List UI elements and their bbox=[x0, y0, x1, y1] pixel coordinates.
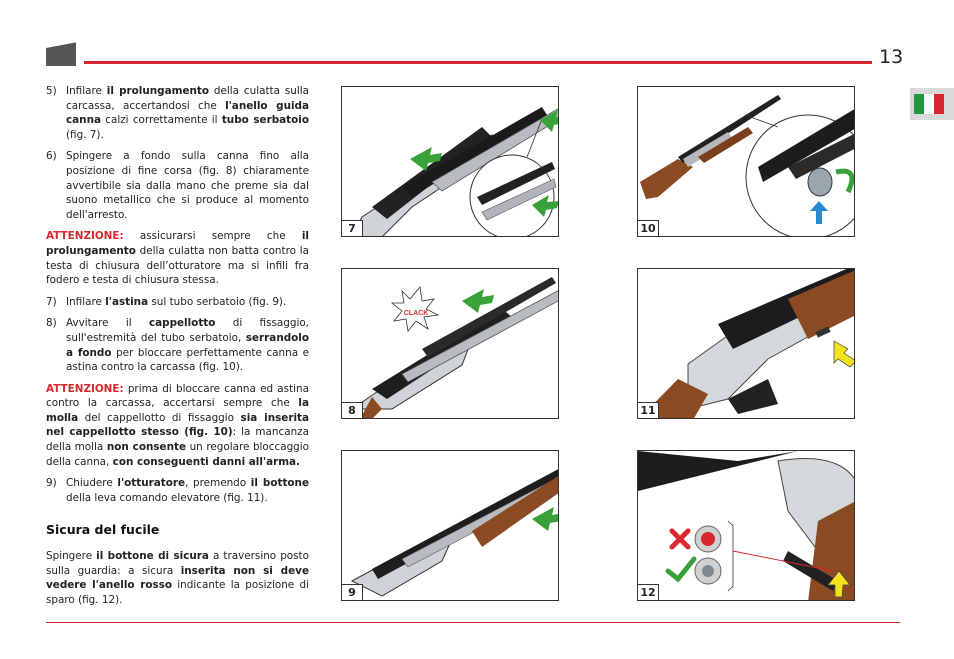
flag-red bbox=[934, 94, 944, 114]
clack-label: CLACK bbox=[403, 310, 429, 317]
bold-text: l'astina bbox=[105, 295, 149, 308]
text-run: a traversino posto sulla guardia: a sicura bbox=[46, 550, 309, 577]
figure-10 bbox=[637, 86, 855, 237]
text-run: per bloccare perfettamente canna e astina contro la carcassa (fig. 10). bbox=[66, 346, 309, 374]
header-rule bbox=[84, 61, 872, 64]
step-item bbox=[46, 84, 309, 142]
text-run: un regolare bloccaggio della canna, bbox=[46, 441, 310, 468]
page-number: 13 bbox=[879, 46, 904, 68]
step-number: 8) bbox=[46, 317, 57, 330]
italian-flag-icon bbox=[914, 94, 944, 114]
bold-text: la molla bbox=[46, 397, 309, 424]
bold-text: il prolungamento bbox=[46, 230, 309, 257]
step-item bbox=[46, 149, 309, 222]
warning-2 bbox=[46, 382, 309, 470]
bold-text: cappellotto bbox=[148, 317, 216, 330]
step-list-3 bbox=[46, 476, 309, 505]
bold-text: l'otturatore bbox=[117, 477, 186, 490]
text-run: prima di bloccare canna ed astina contro la carcassa, accertarsi sempre che bbox=[46, 382, 309, 410]
text-run: della culatta non batta contro la testa di chiusura dell’otturatore ma si infili fra fodero e testa di chiusura stessa. bbox=[46, 244, 309, 287]
header-tab-mark bbox=[46, 40, 76, 66]
step-body bbox=[66, 149, 309, 222]
warning-label: ATTENZIONE: bbox=[46, 382, 124, 395]
text-run: Infilare bbox=[66, 85, 107, 97]
bold-text: il bottone di sicura bbox=[96, 550, 209, 563]
figure-label: 9 bbox=[342, 584, 363, 600]
step-body bbox=[66, 476, 309, 505]
text-run: Avvitare il bbox=[66, 317, 149, 330]
instructions-column bbox=[46, 84, 309, 614]
step-number: 6) bbox=[46, 150, 57, 163]
step-item bbox=[46, 476, 309, 505]
figure-label: 12 bbox=[638, 584, 659, 600]
step-list-1 bbox=[46, 84, 309, 222]
bold-text: inserita non si deve vedere l'anello rosso bbox=[46, 564, 309, 592]
text-run: indicante la posizione di sparo (fig. 12). bbox=[46, 579, 310, 606]
text-run: Spingere a fondo sulla canna fino alla posizione di fine corsa (fig. 8) chiaramente avvertibile sia dalla mano che preme sia dal suono metallico che si produce al momento dell'arresto. bbox=[66, 150, 309, 221]
footer-rule bbox=[46, 622, 900, 623]
text-run: calzi correttamente il bbox=[100, 114, 222, 127]
flag-white bbox=[924, 94, 934, 114]
figure-label: 11 bbox=[638, 402, 659, 418]
step-number: 5) bbox=[46, 85, 57, 97]
figure-label: 7 bbox=[342, 220, 363, 236]
text-run: del cappellotto di fissaggio bbox=[78, 411, 241, 424]
figure-label: 10 bbox=[638, 220, 659, 236]
text-run: assicurarsi sempre che bbox=[123, 230, 302, 243]
step-body bbox=[66, 295, 309, 310]
step-body bbox=[66, 316, 309, 374]
flag-green bbox=[914, 94, 924, 114]
text-run: di fissaggio, sull'estremità del tubo serbatoio, bbox=[66, 317, 309, 344]
figure-8 bbox=[341, 268, 559, 419]
figure-12 bbox=[637, 450, 855, 601]
section-title: Sicura del fucile bbox=[46, 522, 160, 538]
text-run: Infilare bbox=[66, 295, 106, 308]
step-list-2 bbox=[46, 295, 309, 375]
figure-11 bbox=[637, 268, 855, 419]
warning-label: ATTENZIONE: bbox=[46, 230, 124, 243]
safety-paragraph bbox=[46, 549, 309, 607]
step-number: 7) bbox=[46, 295, 57, 308]
text-run: Spingere bbox=[46, 550, 97, 563]
bold-text: il prolungamento bbox=[106, 85, 209, 97]
bold-text: con conseguenti danni all'arma. bbox=[112, 455, 300, 468]
bold-text: il bottone bbox=[250, 477, 309, 490]
text-run: , premendo bbox=[185, 477, 251, 490]
bold-text: serrandolo a fondo bbox=[66, 331, 309, 359]
text-run: della culatta sulla carcassa, accertandosi che bbox=[66, 85, 309, 112]
text-run: (fig. 7). bbox=[66, 128, 104, 141]
figure-7 bbox=[341, 86, 559, 237]
bold-text: l'anello guida canna bbox=[66, 99, 309, 127]
step-body bbox=[66, 84, 309, 142]
figure-9 bbox=[341, 450, 559, 601]
text-run: della leva comando elevatore (fig. 11). bbox=[66, 491, 268, 504]
bold-text: non consente bbox=[106, 441, 187, 454]
step-number: 9) bbox=[46, 477, 57, 490]
text-run: Chiudere bbox=[66, 477, 118, 490]
bold-text: sia inserita nel cappellotto stesso (fig. 10) bbox=[46, 411, 309, 439]
step-item bbox=[46, 316, 309, 374]
bold-text: tubo serbatoio bbox=[221, 114, 309, 127]
text-run: sul tubo serbatoio (fig. 9). bbox=[148, 295, 287, 308]
figure-label: 8 bbox=[342, 402, 363, 418]
step-item bbox=[46, 295, 309, 310]
text-run: : la mancanza della molla bbox=[46, 426, 309, 454]
warning-1 bbox=[46, 229, 309, 287]
